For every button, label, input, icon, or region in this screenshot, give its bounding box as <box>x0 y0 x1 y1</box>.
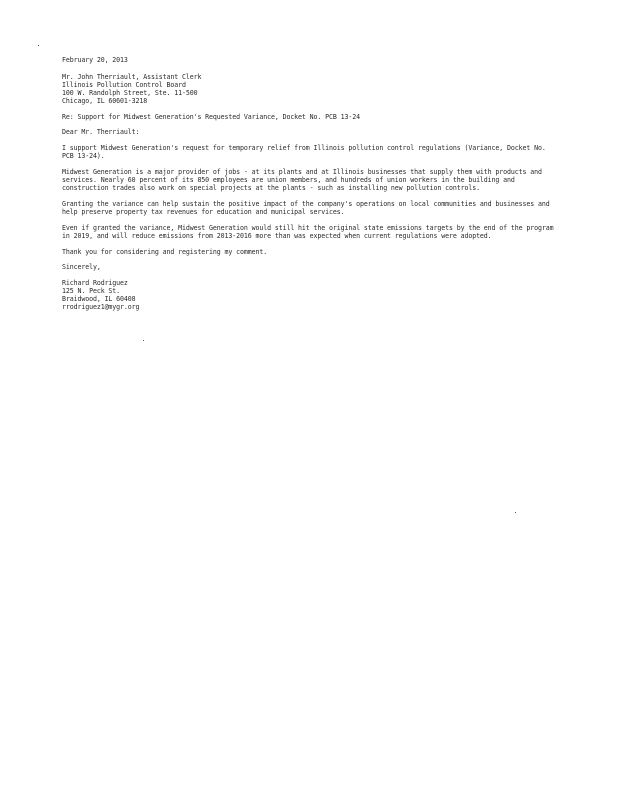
paragraph-1: I support Midwest Generation's request for temporary relief from Illinois pollution control regulations (Variance, Docket No. PCB 13-24). <box>62 144 546 161</box>
recipient-name: Mr. John Therriault, Assistant Clerk <box>62 72 202 81</box>
recipient-street: 100 W. Randolph Street, Ste. 11-500 <box>62 88 198 97</box>
subject-line: Re: Support for Midwest Generation's Requested Variance, Docket No. PCB 13-24 <box>62 112 360 121</box>
recipient-org: Illinois Pollution Control Board <box>62 80 186 89</box>
scan-speck <box>38 45 39 46</box>
paragraph-3: Granting the variance can help sustain the positive impact of the company's operations on local communities and businesses and help preserve property tax revenues for education and municipal services. <box>62 199 550 216</box>
scan-speck <box>143 340 144 341</box>
signature-block <box>62 280 557 312</box>
letter-body <box>62 57 557 312</box>
salutation: Dear Mr. Therriault: <box>62 128 140 137</box>
recipient-city: Chicago, IL 60601-3218 <box>62 96 148 105</box>
closing: Sincerely, <box>62 263 101 272</box>
signature-email: rrodriguez1@mygr.org <box>62 303 140 312</box>
recipient-address <box>62 74 557 106</box>
signature-city: Braidwood, IL 60408 <box>62 295 136 304</box>
signature-street: 125 N. Peck St. <box>62 287 121 296</box>
paragraph-2: Midwest Generation is a major provider of jobs - at its plants and at Illinois businesses that supply them with products and services. Nearly 60 percent of its 850 employees are union members, and hundreds of union workers in the building and construction trades also work on special projects at the plants - such as installing new pollution controls. <box>62 168 542 192</box>
scan-speck <box>515 512 516 513</box>
paragraph-5: Thank you for considering and registering my comment. <box>62 247 268 256</box>
letter-date: February 20, 2013 <box>62 56 128 64</box>
signature-name: Richard Rodriguez <box>62 279 128 288</box>
paragraph-4: Even if granted the variance, Midwest Generation would still hit the original state emissions targets by the end of the program in 2019, and will reduce emissions from 2013-2016 more than was expected when current regulations were adopted. <box>62 223 554 240</box>
